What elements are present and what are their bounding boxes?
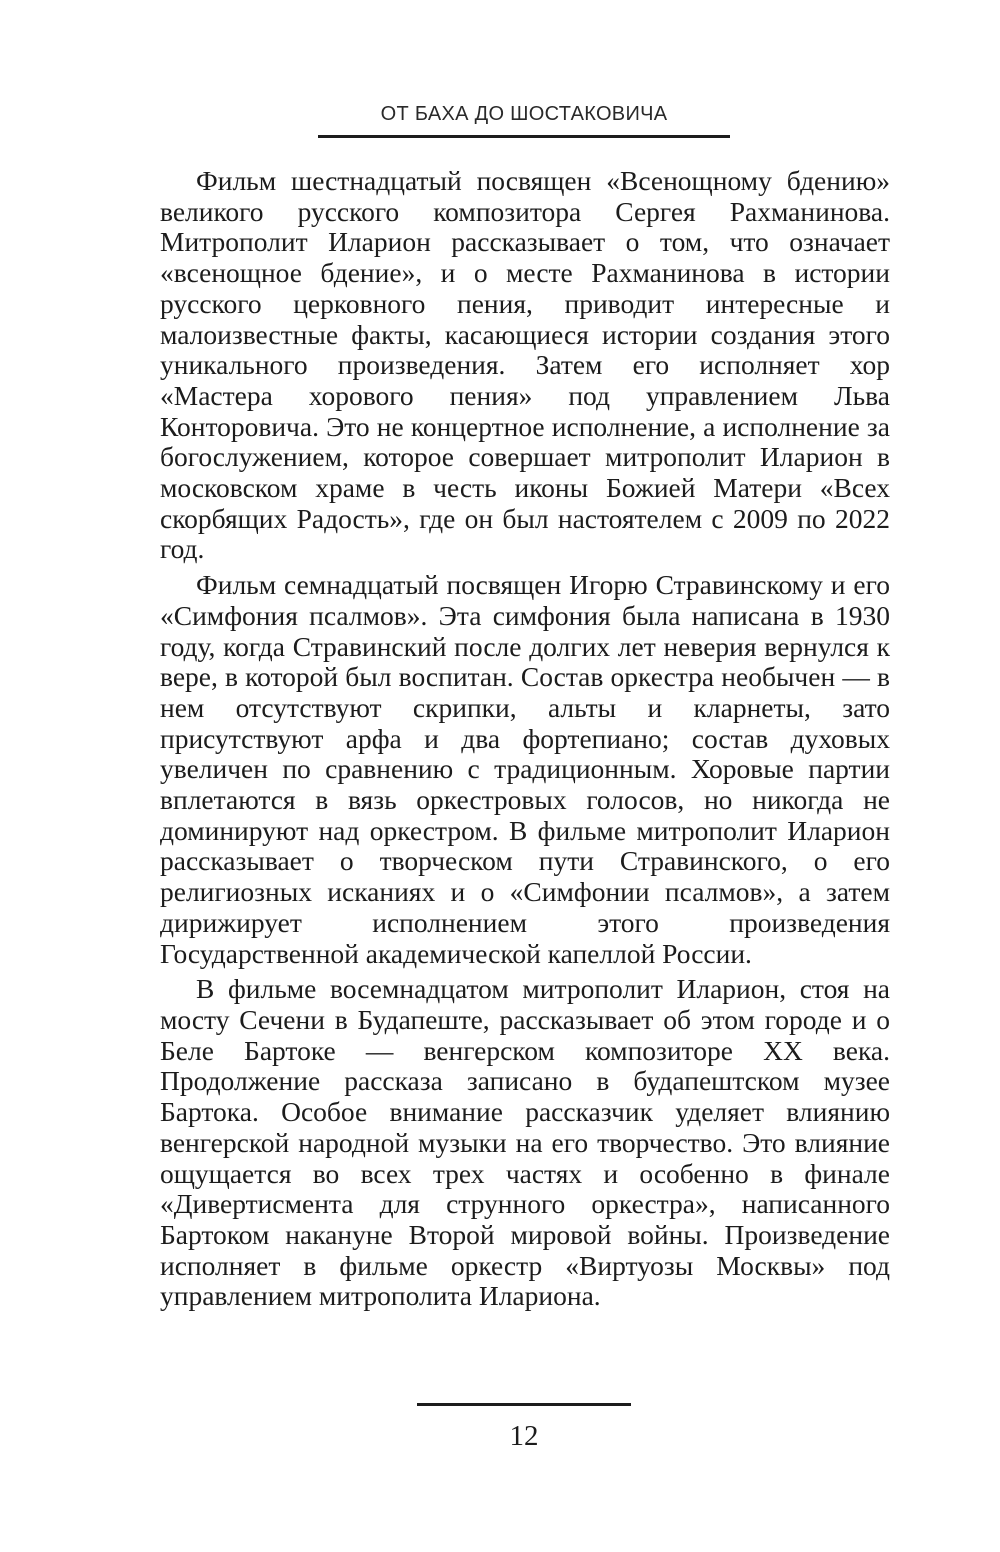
footer-rule	[417, 1403, 631, 1406]
paragraph-film-16: Фильм шестнадцатый посвящен «Всенощному бдению» великого русского композитора Сергея Рахманинова. Митрополит Иларион рассказывает о том, что означает «всенощное бдение», и о месте Рахманинова в истории русского церковного пения, приводит интересные и малоизвестные факты, касающиеся истории создания этого уникального произведения. Затем его исполняет хор «Мастера хорового пения» под управлением Льва Конторовича. Это не концертное исполнение, а исполнение за богослужением, которое совершает митрополит Иларион в московском храме в честь иконы Божией Матери «Всех скорбящих Радость», где он был настоятелем с 2009 по 2022 год.	[160, 165, 890, 565]
paragraph-film-17: Фильм семнадцатый посвящен Игорю Стравинскому и его «Симфония псалмов». Эта симфония была написана в 1930 году, когда Стравинский после долгих лет неверия вернулся к вере, в которой был воспитан. Состав оркестра необычен — в нем отсутствуют скрипки, альты и кларнеты, зато присутствуют арфа и два фортепиано; состав духовых увеличен по сравнению с традиционным. Хоровые партии вплетаются в вязь оркестровых голосов, но никогда не доминируют над оркестром. В фильме митрополит Иларион рассказывает о творческом пути Стравинского, о его религиозных исканиях и о «Симфонии псалмов», а затем дирижирует исполнением этого произведения Государственной академической капеллой России.	[160, 569, 890, 969]
body-text	[160, 166, 890, 1312]
page-number: 12	[509, 1420, 539, 1452]
paragraph-film-18: В фильме восемнадцатом митрополит Иларион, стоя на мосту Сечени в Будапеште, рассказывает об этом городе и о Беле Бартоке — венгерском композиторе XX века. Продолжение рассказа записано в будапештском музее Бартока. Особое внимание рассказчик уделяет влиянию венгерской народной музыки на его творчество. Это влияние ощущается во всех трех частях и особенно в финале «Дивертисмента для струнного оркестра», написанного Бартоком накануне Второй мировой войны. Произведение исполняет в фильме оркестр «Виртуозы Москвы» под управлением митрополита Илариона.	[160, 973, 890, 1312]
running-head-title: ОТ БАХА ДО ШОСТАКОВИЧА	[380, 103, 668, 125]
header-rule	[318, 135, 730, 138]
